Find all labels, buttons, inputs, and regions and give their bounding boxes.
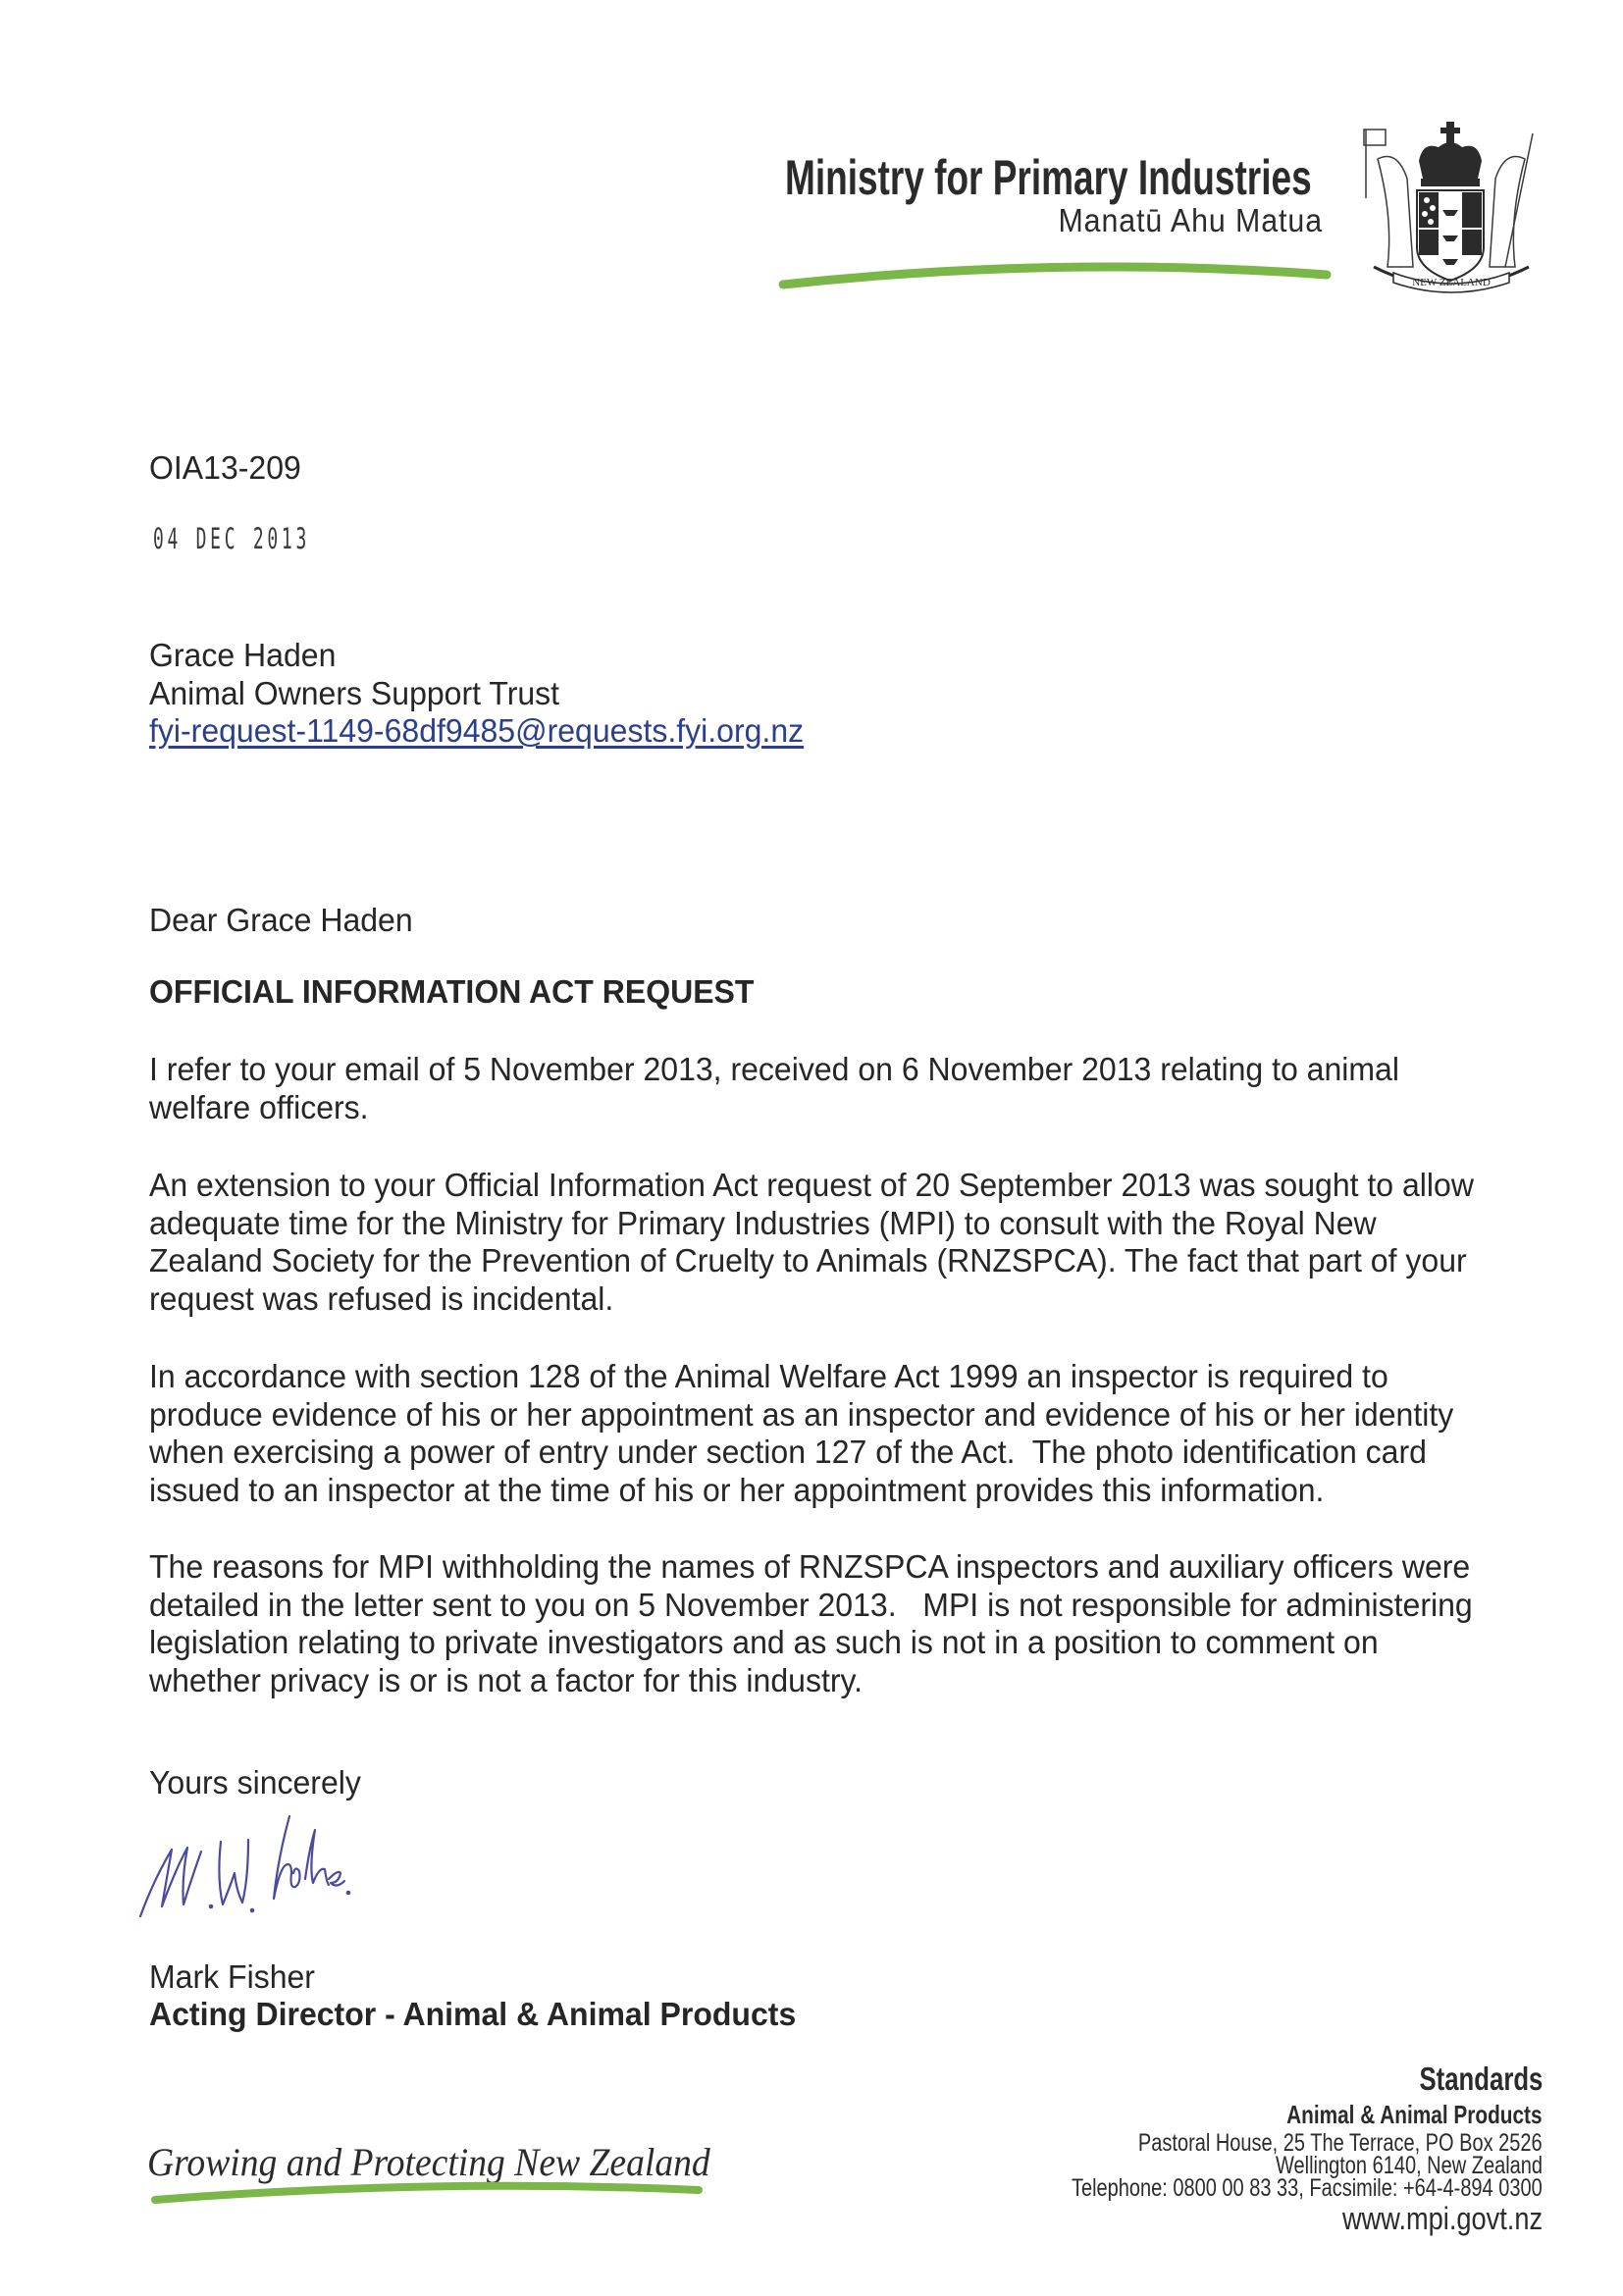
reference-number: OIA13-209 <box>149 449 301 486</box>
paragraph-line: The reasons for MPI withholding the names of RNZSPCA inspectors and auxiliary officers were <box>149 1548 1471 1585</box>
ministry-name-maori: Manatū Ahu Matua <box>1058 202 1323 238</box>
paragraph-line: issued to an inspector at the time of his or her appointment provides this information. <box>149 1471 1325 1508</box>
paragraph-line: An extension to your Official Information Act request of 20 September 2013 was sought to allow <box>149 1167 1474 1203</box>
signatory-name: Mark Fisher <box>149 1958 315 1995</box>
paragraph-line: welfare officers. <box>149 1088 369 1125</box>
date-stamp: 04 DEC 2013 <box>153 522 310 555</box>
tagline: Growing and Protecting New Zealand <box>147 2140 710 2184</box>
recipient-organisation: Animal Owners Support Trust <box>149 674 560 711</box>
paragraph-line: request was refused is incidental. <box>149 1279 614 1317</box>
footer-contact-line: Telephone: 0800 00 83 33, Facsimile: +64-4-894 0300 <box>1072 2174 1543 2202</box>
paragraph-line: legislation relating to private investigators and as such is not in a position to comment on <box>149 1624 1379 1660</box>
paragraph-2 <box>149 1167 1474 1318</box>
emblem-banner-text: NEW ZEALAND <box>1412 277 1491 288</box>
green-swoosh-icon <box>147 2172 707 2208</box>
paragraph-3 <box>149 1358 1453 1509</box>
paragraph-4 <box>149 1548 1473 1699</box>
closing: Yours sincerely <box>149 1764 361 1800</box>
paragraph-line: detailed in the letter sent to you on 5 November 2013. MPI is not responsible for administering <box>149 1586 1473 1623</box>
green-swoosh-icon <box>777 257 1336 292</box>
recipient-address <box>149 637 804 751</box>
recipient-email-link[interactable]: fyi-request-1149-68df9485@requests.fyi.org.nz <box>149 712 805 749</box>
subject-heading: OFFICIAL INFORMATION ACT REQUEST <box>149 973 755 1010</box>
paragraph-line: Zealand Society for the Prevention of Cruelty to Animals (RNZSPCA). The fact that part of your <box>149 1242 1467 1278</box>
footer-address-line-2: Wellington 6140, New Zealand <box>1275 2152 1543 2179</box>
footer-website-link[interactable]: www.mpi.govt.nz <box>1341 2201 1543 2236</box>
signatory-title: Acting Director - Animal & Animal Products <box>149 1996 797 2032</box>
recipient-name: Grace Haden <box>149 637 337 673</box>
footer-division: Animal & Animal Products <box>1286 2100 1543 2129</box>
footer-department: Standards <box>1419 2061 1543 2097</box>
paragraph-line: whether privacy is or is not a factor for this industry. <box>149 1661 864 1698</box>
paragraph-line: In accordance with section 128 of the Animal Welfare Act 1999 an inspector is required to <box>149 1358 1388 1394</box>
paragraph-line: I refer to your email of 5 November 2013, received on 6 November 2013 relating to animal <box>149 1051 1399 1087</box>
paragraph-line: produce evidence of his or her appointment as an inspector and evidence of his or her identity <box>149 1395 1454 1433</box>
salutation: Dear Grace Haden <box>149 902 413 938</box>
ministry-name: Ministry for Primary Industries <box>785 150 1312 205</box>
paragraph-line: when exercising a power of entry under section 127 of the Act. The photo identification card <box>149 1434 1427 1470</box>
coat-of-arms-icon <box>1358 120 1544 298</box>
handwritten-signature-icon <box>132 1810 358 1923</box>
paragraph-line: adequate time for the Ministry for Primary Industries (MPI) to consult with the Royal New <box>149 1204 1377 1241</box>
paragraph-1 <box>149 1051 1399 1126</box>
footer-address-line-1: Pastoral House, 25 The Terrace, PO Box 2526 <box>1138 2129 1543 2157</box>
